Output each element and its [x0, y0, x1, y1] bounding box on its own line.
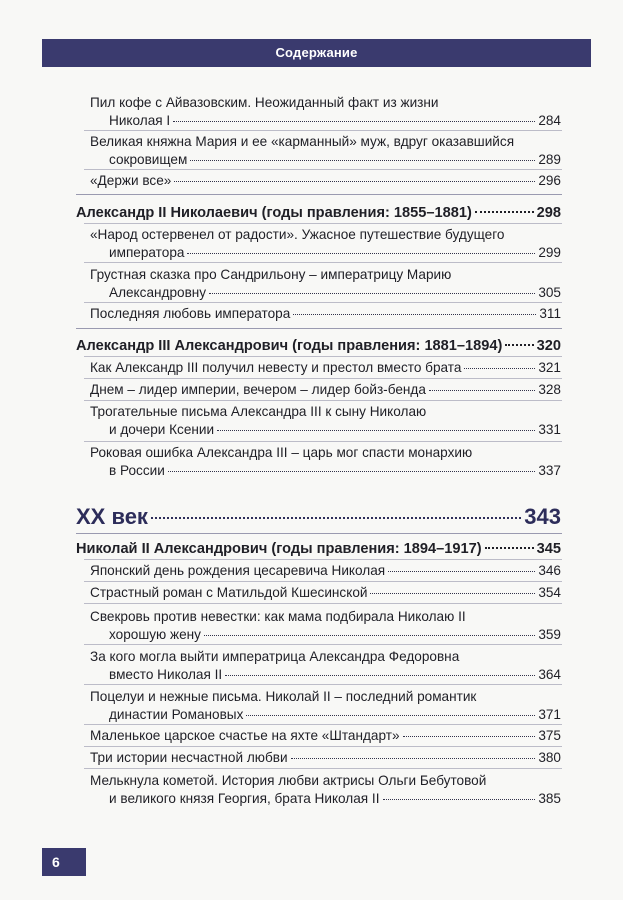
dot-leader: [217, 429, 535, 431]
toc-page-number: 328: [538, 382, 561, 397]
toc-entry-title-line1: Мелькнула кометой. История любви актрисы Ольги Бебутовой: [90, 773, 487, 788]
toc-entry-title-line2: Николая I: [109, 113, 171, 128]
toc-era-title: XX век: [76, 504, 148, 529]
divider: [84, 768, 562, 769]
toc-entry-title: Маленькое царское счастье на яхте «Штандарт»: [90, 728, 400, 743]
toc-entry-title-line2: династии Романовых: [109, 707, 244, 722]
toc-page-number: 343: [524, 504, 561, 529]
toc-page-number: 375: [538, 728, 561, 743]
toc-era[interactable]: [76, 504, 561, 530]
toc-entry-title: Страстный роман с Матильдой Кшесинской: [90, 585, 368, 600]
section-title: Содержание: [275, 45, 358, 60]
dot-leader: [209, 292, 535, 294]
toc-entry-title-line1: Свекровь против невестки: как мама подбирала Николаю II: [90, 609, 466, 624]
dot-leader: [388, 570, 535, 572]
toc-page-number: 380: [538, 750, 561, 765]
toc-page-number: 305: [538, 285, 561, 300]
toc-page-number: 289: [538, 152, 561, 167]
toc-page-number: 296: [538, 173, 561, 188]
toc-page-number: 385: [538, 791, 561, 806]
toc-entry[interactable]: [90, 226, 561, 262]
divider: [76, 533, 562, 534]
toc-entry-title-line2: вместо Николая II: [109, 667, 223, 682]
toc-page-number: 320: [536, 338, 561, 354]
dot-leader: [187, 252, 535, 254]
dot-leader: [370, 592, 535, 594]
divider: [84, 356, 562, 357]
dot-leader: [225, 674, 535, 676]
toc-page-number: 371: [538, 707, 561, 722]
divider: [84, 223, 562, 224]
toc-entry-title-line2: Александровну: [109, 285, 207, 300]
toc-entry[interactable]: [90, 133, 561, 169]
toc-entry[interactable]: [90, 749, 561, 767]
toc-entry[interactable]: [90, 305, 561, 323]
divider: [84, 169, 562, 170]
toc-entry-title-line1: Роковая ошибка Александра III – царь мог спасти монархию: [90, 445, 473, 460]
toc-page-number: 299: [538, 245, 561, 260]
toc-chapter-title: Александр III Александрович (годы правления: 1881–1894): [76, 338, 503, 354]
toc-entry[interactable]: [90, 94, 561, 130]
toc-page-number: 331: [538, 422, 561, 437]
toc-entry-title: Последняя любовь императора: [90, 306, 291, 321]
toc-entry[interactable]: [90, 403, 561, 439]
toc-entry-title: «Держи все»: [90, 173, 172, 188]
toc-entry-title: Днем – лидер империи, вечером – лидер бойз-бенда: [90, 382, 426, 397]
toc-entry[interactable]: [90, 359, 561, 377]
divider: [84, 644, 562, 645]
page-number: 6: [52, 854, 60, 870]
toc-entry-title-line1: За кого могла выйти императрица Александра Федоровна: [90, 649, 460, 664]
divider: [84, 581, 562, 582]
toc-entry-title-line1: Трогательные письма Александра III к сыну Николаю: [90, 404, 427, 419]
divider: [84, 684, 562, 685]
toc-chapter[interactable]: [76, 204, 561, 222]
divider: [84, 441, 562, 442]
divider: [84, 378, 562, 379]
dot-leader: [291, 757, 536, 759]
toc-page-number: 364: [538, 667, 561, 682]
toc-page-number: 298: [536, 205, 561, 221]
dot-leader: [168, 470, 536, 472]
toc-entry-title-line2: сокровищем: [109, 152, 188, 167]
toc-page-number: 359: [538, 627, 561, 642]
toc-chapter[interactable]: [76, 540, 561, 558]
toc-entry-title-line1: Пил кофе с Айвазовским. Неожиданный факт из жизни: [90, 95, 439, 110]
toc-chapter-title: Александр II Николаевич (годы правления: 1855–1881): [76, 205, 472, 221]
toc-entry-title-line1: Грустная сказка про Сандрильону – императрицу Марию: [90, 267, 452, 282]
dot-leader: [151, 516, 521, 519]
toc-chapter[interactable]: [76, 337, 561, 355]
dot-leader: [464, 367, 535, 369]
dot-leader: [485, 546, 534, 549]
divider: [84, 400, 562, 401]
toc-entry[interactable]: [90, 172, 561, 190]
toc-entry[interactable]: [90, 266, 561, 302]
toc-entry-title-line2: в России: [109, 463, 165, 478]
toc-entry-title-line2: императора: [109, 245, 185, 260]
toc-entry[interactable]: [90, 648, 561, 684]
page-number-badge: [42, 848, 86, 876]
divider: [84, 724, 562, 725]
divider: [76, 194, 562, 195]
toc-entry[interactable]: [90, 444, 561, 480]
divider: [84, 302, 562, 303]
dot-leader: [246, 714, 535, 716]
divider: [84, 262, 562, 263]
toc-entry-title-line1: Поцелуи и нежные письма. Николай II – последний романтик: [90, 689, 477, 704]
divider: [76, 328, 562, 329]
divider: [84, 603, 562, 604]
toc-entry-title: Японский день рождения цесаревича Николая: [90, 563, 386, 578]
toc-page-number: 345: [536, 541, 561, 557]
toc-entry-title-line2: хорошую жену: [109, 627, 201, 642]
toc-entry-title-line2: и великого князя Георгия, брата Николая II: [109, 791, 380, 806]
toc-entry[interactable]: [90, 584, 561, 602]
toc-entry[interactable]: [90, 727, 561, 745]
toc-entry-title-line1: «Народ остервенел от радости». Ужасное путешествие будущего: [90, 227, 505, 242]
dot-leader: [403, 735, 536, 737]
toc-page-number: 311: [539, 306, 561, 321]
dot-leader: [293, 313, 536, 315]
toc-page-number: 284: [538, 113, 561, 128]
dot-leader: [173, 120, 535, 122]
dot-leader: [204, 634, 535, 636]
dot-leader: [174, 180, 535, 182]
toc-entry-title: Как Александр III получил невесту и престол вместо брата: [90, 360, 462, 375]
toc-entry[interactable]: [90, 608, 561, 644]
toc-entry-title-line2: и дочери Ксении: [109, 422, 215, 437]
dot-leader: [190, 159, 535, 161]
toc-entry-title: Три истории несчастной любви: [90, 750, 288, 765]
divider: [84, 130, 562, 131]
divider: [84, 559, 562, 560]
dot-leader: [505, 343, 533, 346]
dot-leader: [383, 798, 536, 800]
dot-leader: [429, 389, 535, 391]
divider: [84, 746, 562, 747]
toc-page-number: 346: [538, 563, 561, 578]
toc-chapter-title: Николай II Александрович (годы правления: 1894–1917): [76, 541, 482, 557]
toc-entry-title-line1: Великая княжна Мария и ее «карманный» муж, вдруг оказавшийся: [90, 134, 515, 149]
toc-entry[interactable]: [90, 688, 561, 724]
toc-entry[interactable]: [90, 381, 561, 399]
dot-leader: [475, 210, 534, 213]
toc-entry[interactable]: [90, 772, 561, 808]
toc-entry[interactable]: [90, 562, 561, 580]
toc-page-number: 354: [538, 585, 561, 600]
toc-page-number: 337: [538, 463, 561, 478]
toc-page-number: 321: [538, 360, 561, 375]
